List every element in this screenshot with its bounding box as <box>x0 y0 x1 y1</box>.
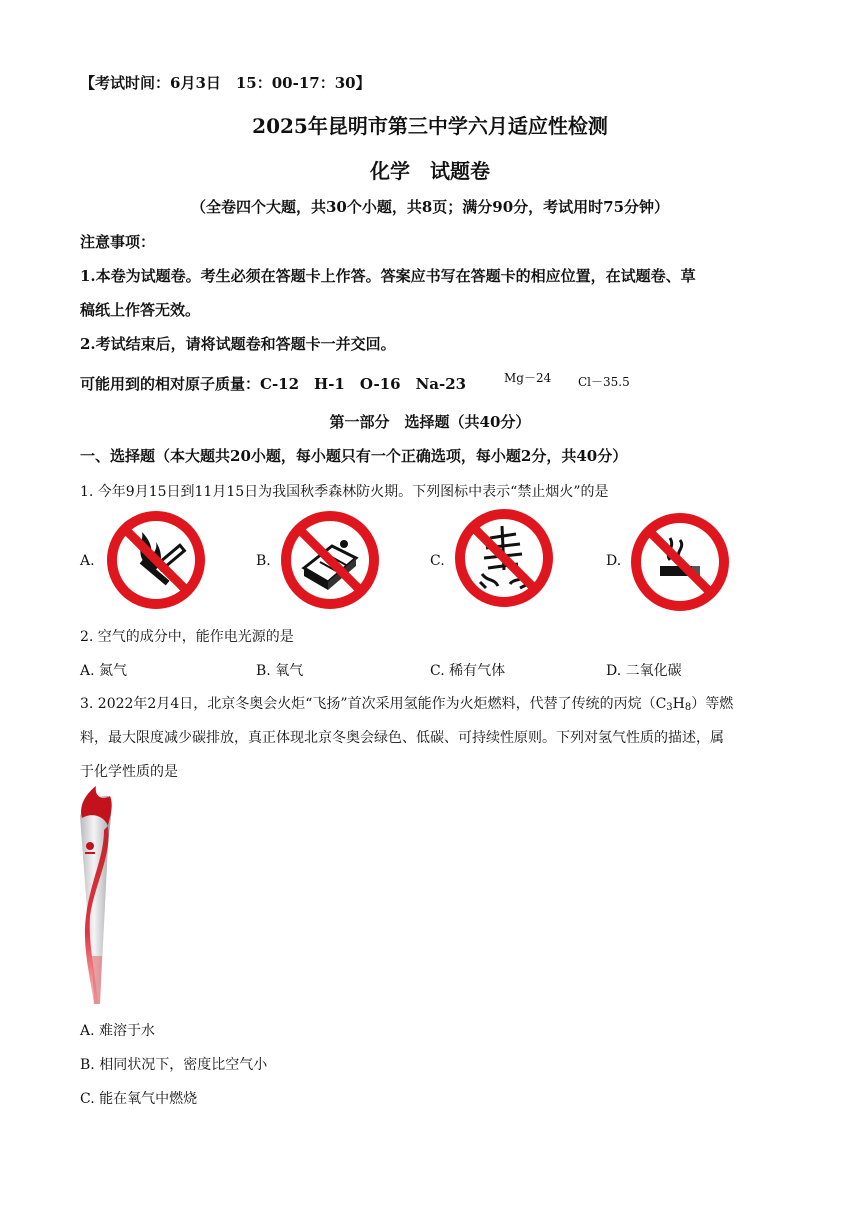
question-3-option-c: C. 能在氧气中燃烧 <box>80 1091 198 1107</box>
no-matches-sign-icon <box>280 510 380 614</box>
question-1-option-d-label: D. <box>606 553 622 569</box>
no-smoking-sign-icon <box>630 512 730 616</box>
atomic-mass-cl: Cl－35.5 <box>578 375 630 389</box>
question-3-option-a: A. 难溶于水 <box>80 1023 156 1039</box>
notice-item-1-line-1: 1.本卷为试题卷。考生必须在答题卡上作答。答案应书写在答题卡的相应位置，在试题卷、草 <box>80 267 696 285</box>
page-title: 2025年昆明市第三中学六月适应性检测 <box>252 114 608 138</box>
question-1-option-c-label: C. <box>430 553 445 569</box>
question-3-stem-line-3: 于化学性质的是 <box>80 764 178 780</box>
page-subtitle: 化学 试题卷 <box>370 159 490 183</box>
no-smoking-fire-sign-icon <box>106 510 206 614</box>
question-3-stem-line-2: 料，最大限度减少碳排放，真正体现北京冬奥会绿色、低碳、可持续性原则。下列对氢气性质的描述，属 <box>80 730 724 746</box>
part1-title: 第一部分 选择题（共40分） <box>329 413 531 431</box>
question-1-option-a-label: A. <box>80 553 95 569</box>
question-1-stem: 1. 今年9月15日到11月15日为我国秋季森林防火期。下列图标中表示“禁止烟火”的是 <box>80 484 609 500</box>
notice-item-2: 2.考试结束后，请将试题卷和答题卡一并交回。 <box>80 335 396 353</box>
question-2-option-b: B. 氧气 <box>256 663 304 679</box>
question-3-option-b: B. 相同状况下，密度比空气小 <box>80 1057 268 1073</box>
atomic-mass-label: 可能用到的相对原子质量：C-12 H-1 O-16 Na-23 <box>80 375 467 393</box>
notice-heading: 注意事项： <box>80 233 156 251</box>
question-2-option-d: D. 二氧化碳 <box>606 663 682 679</box>
atomic-mass-mg: Mg－24 <box>504 371 552 385</box>
no-fireworks-sign-icon <box>454 508 554 612</box>
question-1-option-b-label: B. <box>256 553 271 569</box>
exam-time: 【考试时间：6月3日 15：00-17：30】 <box>80 74 371 92</box>
notice-item-1-line-2: 稿纸上作答无效。 <box>80 301 201 319</box>
question-3-stem-line-1: 3. 2022年2月4日，北京冬奥会火炬“飞扬”首次采用氢能作为火炬燃料，代替了传统的丙烷$(C_3H_8)$等燃 <box>80 696 734 713</box>
section-title: 一、选择题（本大题共20小题，每小题只有一个正确选项，每小题2分，共40分） <box>80 447 628 465</box>
olympic-torch-image <box>74 786 120 1014</box>
exam-note: （全卷四个大题，共30个小题，共8页；满分90分，考试用时75分钟） <box>190 198 670 216</box>
question-2-option-c: C. 稀有气体 <box>430 663 506 679</box>
question-2-option-a: A. 氮气 <box>80 663 128 679</box>
question-2-stem: 2. 空气的成分中，能作电光源的是 <box>80 629 294 645</box>
